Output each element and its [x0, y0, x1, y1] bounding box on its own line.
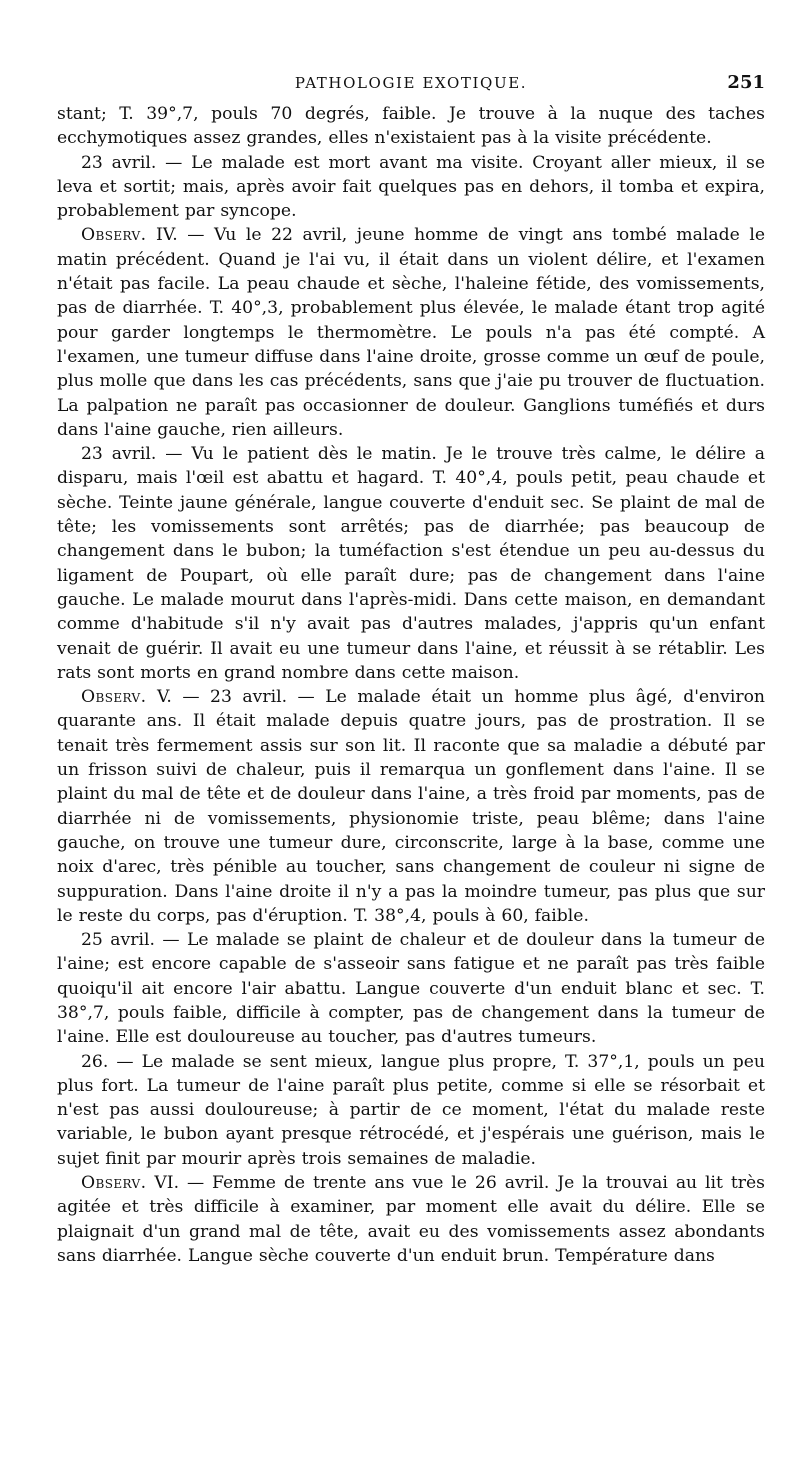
body-text	[57, 102, 765, 1268]
page-number: 251	[727, 72, 765, 93]
paragraph-observation-vi: Observ. VI. — Femme de trente ans vue le 26 avril. Je la trouvai au lit très agitée et très difficile à examiner, par moment elle avait du délire. Elle se plaignait d'un grand mal de tête, avait eu des vomissements assez abondants sans diarrhée. Langue sèche couverte d'un enduit brun. Température dans	[57, 1173, 765, 1266]
paragraph-26: 26. — Le malade se sent mieux, langue plus propre, T. 37°,1, pouls un peu plus fort. La tumeur de l'aine paraît plus petite, comme si elle se résorbait et n'est pas aussi douloureuse; à partir de ce moment, l'état du malade reste variable, le bubon ayant presque rétrocédé, et j'espérais une guérison, mais le sujet finit par mourir après trois semaines de maladie.	[57, 1051, 765, 1169]
running-head	[57, 66, 765, 94]
observation-label: Observ.	[81, 225, 147, 246]
book-page	[57, 66, 765, 1268]
paragraph-continuation: stant; T. 39°,7, pouls 70 degrés, faible. Je trouve à la nuque des taches ecchymotiques assez grandes, elles n'existaient pas à la visite précédente.	[57, 104, 765, 149]
observation-label: Observ.	[81, 1173, 147, 1194]
paragraph-observation-iv: Observ. IV. — Vu le 22 avril, jeune homme de vingt ans tombé malade le matin précédent. Quand je l'ai vu, il était dans un violent délire, et l'examen n'était pas facile. La peau chaude et sèche, l'haleine fétide, des vomissements, pas de diarrhée. T. 40°,3, probablement plus élevée, le malade étant trop agité pour garder longtemps le thermomètre. Le pouls n'a pas été compté. A l'examen, une tumeur diffuse dans l'aine droite, grosse comme un œuf de poule, plus molle que dans les cas précédents, sans que j'aie pu trouver de fluctuation. La palpation ne paraît pas occasionner de douleur. Ganglions tuméfiés et durs dans l'aine gauche, rien ailleurs.	[57, 225, 765, 440]
paragraph-23-avril-patient: 23 avril. — Vu le patient dès le matin. Je le trouve très calme, le délire a disparu, mais l'œil est abattu et hagard. T. 40°,4, pouls petit, peau chaude et sèche. Teinte jaune générale, langue couverte d'enduit sec. Se plaint de mal de tête; les vomissements sont arrêtés; pas de diarrhée; pas beaucoup de changement dans le bubon; la tuméfaction s'est étendue un peu au-dessus du ligament de Poupart, où elle paraît dure; pas de changement dans l'aine gauche. Le malade mourut dans l'après-midi. Dans cette maison, en demandant comme d'habitude s'il n'y avait pas d'autres malades, j'appris qu'un enfant venait de guérir. Il avait eu une tumeur dans l'aine, et réussit à se rétablir. Les rats sont morts en grand nombre dans cette maison.	[57, 444, 765, 683]
observation-label: Observ.	[81, 687, 147, 708]
paragraph-23-avril-death: 23 avril. — Le malade est mort avant ma visite. Croyant aller mieux, il se leva et sortit; mais, après avoir fait quelques pas en dehors, il tomba et expira, probablement par syncope.	[57, 152, 765, 222]
running-title: PATHOLOGIE EXOTIQUE.	[294, 74, 528, 92]
paragraph-25-avril: 25 avril. — Le malade se plaint de chaleur et de douleur dans la tumeur de l'aine; est encore capable de s'asseoir sans fatigue et ne paraît pas très faible quoiqu'il ait encore l'air abattu. Langue couverte d'un enduit blanc et sec. T. 38°,7, pouls faible, difficile à compter, pas de changement dans la tumeur de l'aine. Elle est douloureuse au toucher, pas d'autres tumeurs.	[57, 930, 765, 1048]
paragraph-observation-v: Observ. V. — 23 avril. — Le malade était un homme plus âgé, d'environ quarante ans. Il était malade depuis quatre jours, pas de prostration. Il se tenait très fermement assis sur son lit. Il raconte que sa maladie a débuté par un frisson suivi de chaleur, puis il remarqua un gonflement dans l'aine. Il se plaint du mal de tête et de douleur dans l'aine, a très froid par moments, pas de diarrhée ni de vomissements, physionomie triste, peau blême; dans l'aine gauche, on trouve une tumeur dure, circonscrite, large à la base, comme une noix d'arec, très pénible au toucher, sans changement de couleur ni signe de suppuration. Dans l'aine droite il n'y a pas la moindre tumeur, pas plus que sur le reste du corps, pas d'éruption. T. 38°,4, pouls à 60, faible.	[57, 687, 765, 926]
